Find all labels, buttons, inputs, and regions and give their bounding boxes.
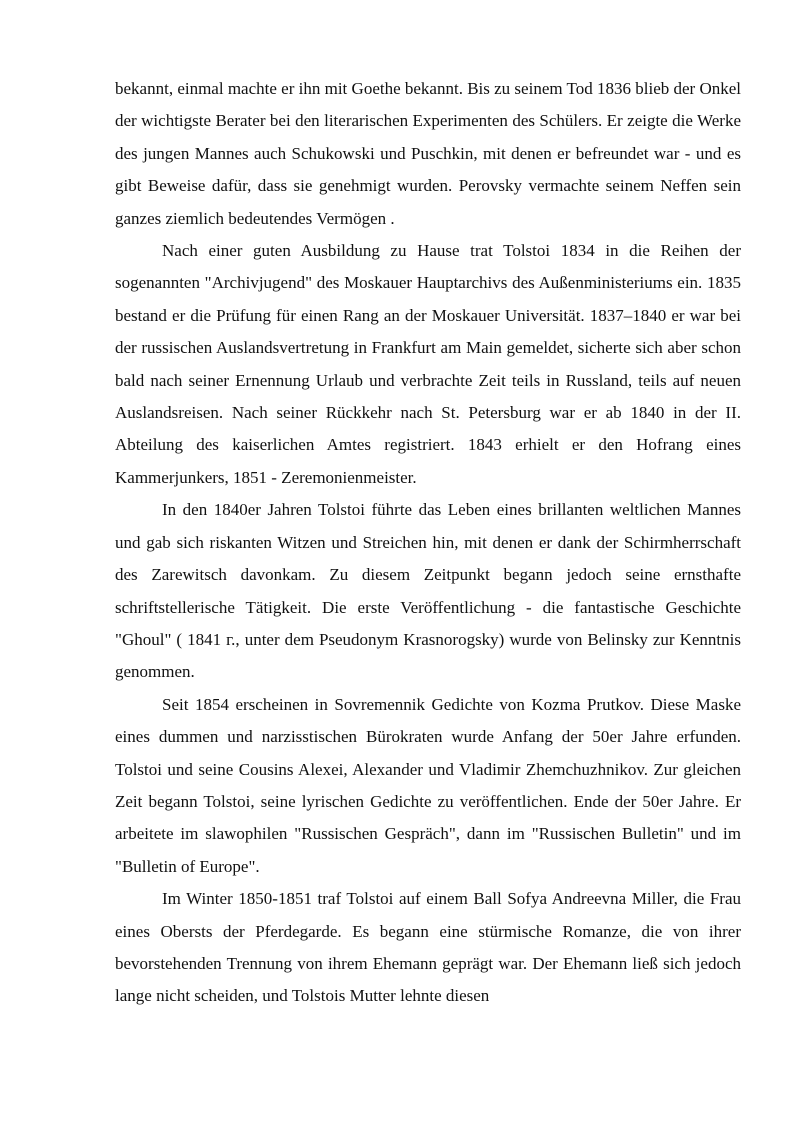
paragraph-continuation: bekannt, einmal machte er ihn mit Goethe bekannt. Bis zu seinem Tod 1836 blieb der Onkel der wichtigste Berater bei den literarischen Experimenten des Schülers. Er zeigte die Werke des jungen Mannes auch Schukowski und Puschkin, mit denen er befreundet war - und es gibt Beweise dafür, dass sie genehmigt wurden. Perovsky vermachte seinem Neffen sein ganzes ziemlich bedeutendes Vermögen .: [115, 79, 741, 228]
paragraph-prutkov: Seit 1854 erscheinen in Sovremennik Gedichte von Kozma Prutkov. Diese Maske eines dummen und narzisstischen Bürokraten wurde Anfang der 50er Jahre erfunden. Tolstoi und seine Cousins Alexei, Alexander und Vladimir Zhemchuzhnikov. Zur gleichen Zeit begann Tolstoi, seine lyrischen Gedichte zu veröffentlichen. Ende der 50er Jahre. Er arbeitete im slawophilen "Russischen Gespräch", dann im "Russischen Bulletin" und im "Bulletin of Europe".: [115, 694, 741, 876]
paragraph-1840s: In den 1840er Jahren Tolstoi führte das Leben eines brillanten weltlichen Mannes und gab sich riskanten Witzen und Streichen hin, mit denen er dank der Schirmherrschaft des Zarewitsch davonkam. Zu diesem Zeitpunkt begann jedoch seine ernsthafte schriftstellerische Tätigkeit. Die erste Veröffentlichung - die fantastische Geschichte "Ghoul" ( 1841 г., unter dem Pseudonym Krasnorogsky) wurde von Belinsky zur Kenntnis genommen.: [115, 500, 741, 682]
body-text: [115, 73, 741, 1013]
paragraph-miller: Im Winter 1850-1851 traf Tolstoi auf einem Ball Sofya Andreevna Miller, die Frau eines Obersts der Pferdegarde. Es begann eine stürmische Romanze, die von ihrer bevorstehenden Trennung von ihrem Ehemann geprägt war. Der Ehemann ließ sich jedoch lange nicht scheiden, und Tolstois Mutter lehnte diesen: [115, 889, 741, 1006]
paragraph-education: Nach einer guten Ausbildung zu Hause trat Tolstoi 1834 in die Reihen der sogenannten "Archivjugend" des Moskauer Hauptarchivs des Außenministeriums ein. 1835 bestand er die Prüfung für einen Rang an der Moskauer Universität. 1837–1840 er war bei der russischen Auslandsvertretung in Frankfurt am Main gemeldet, sicherte sich aber schon bald nach seiner Ernennung Urlaub und verbrachte Zeit teils in Russland, teils auf neuen Auslandsreisen. Nach seiner Rückkehr nach St. Petersburg war er ab 1840 in der II. Abteilung des kaiserlichen Amtes registriert. 1843 erhielt er den Hofrang eines Kammerjunkers, 1851 - Zeremonienmeister.: [115, 241, 741, 487]
